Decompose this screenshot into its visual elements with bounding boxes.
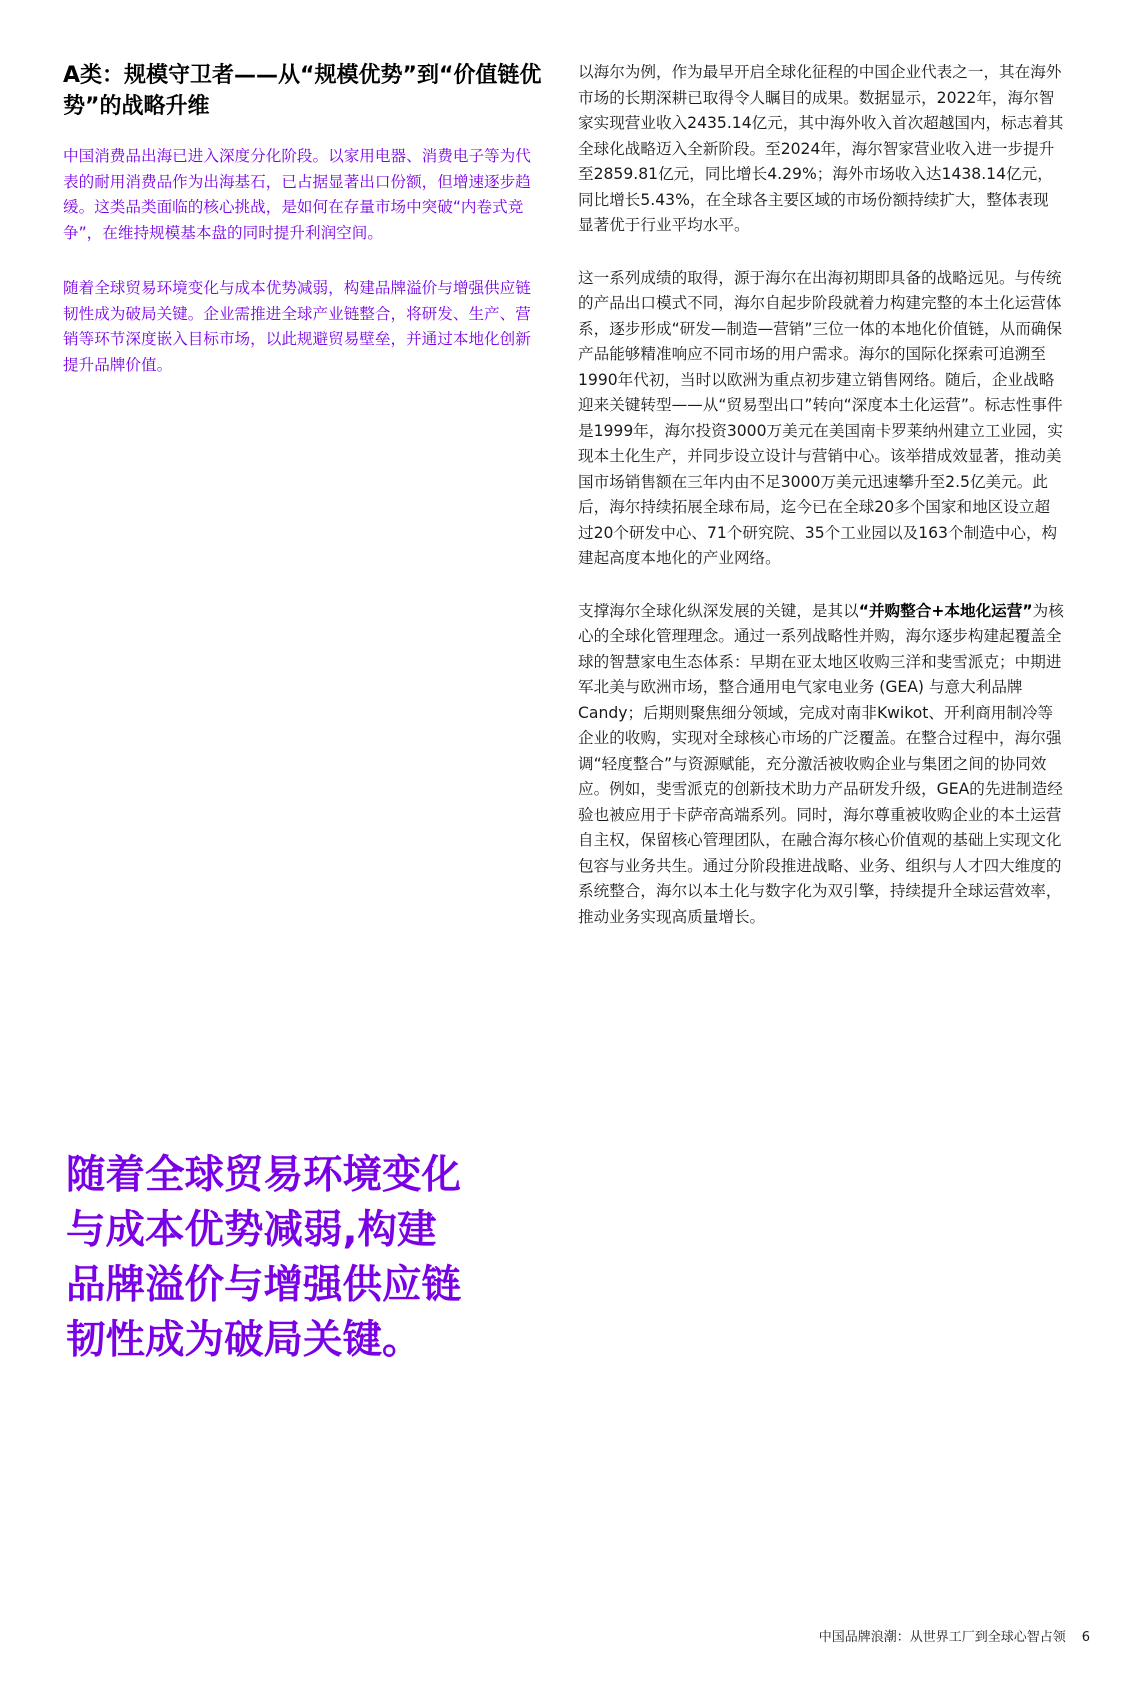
body-paragraph-haier-strategy [578, 599, 1064, 931]
page-footer [819, 1626, 1090, 1645]
body-paragraph-haier-results: 以海尔为例，作为最早开启全球化征程的中国企业代表之一，其在海外市场的长期深耕已取得令人瞩目的成果。数据显示，2022年，海尔智家实现营业收入2435.14亿元，其中海外收入首次超越国内，标志着其全球化战略迈入全新阶段。至2024年，海尔智家营业收入进一步提升至2859.81亿元，同比增长4.29%；海外市场收入达1438.14亿元，同比增长5.43%，在全球各主要区域的市场份额持续扩大，整体表现显著优于行业平均水平。 [578, 63, 1064, 234]
footer-title: 中国品牌浪潮：从世界工厂到全球心智占领 [818, 1630, 1066, 1645]
body-paragraph-haier-history: 这一系列成绩的取得，源于海尔在出海初期即具备的战略远见。与传统的产品出口模式不同，海尔自起步阶段就着力构建完整的本土化运营体系，逐步形成“研发—制造—营销”三位一体的本地化价值链，从而确保产品能够精准响应不同市场的用户需求。海尔的国际化探索可追溯至1990年代初，当时以欧洲为重点初步建立销售网络。随后，企业战略迎来关键转型——从“贸易型出口”转向“深度本土化运营”。标志性事件是1999年，海尔投资3000万美元在美国南卡罗莱纳州建立工业园，实现本土化生产，并同步设立设计与营销中心。该举措成效显著，推动美国市场销售额在三年内由不足3000万美元迅速攀升至2.5亿美元。此后，海尔持续拓展全球布局，迄今已在全球20多个国家和地区设立超过20个研发中心、71个研究院、35个工业园以及163个制造中心，构建起高度本地化的产业网络。 [578, 268, 1063, 567]
section-heading: A类：规模守卫者——从“规模优势”到“价值链优势”的战略升维 [63, 63, 542, 119]
emphasis-text: “并购整合+本地化运营” [858, 601, 1033, 620]
left-column [63, 60, 543, 408]
intro-paragraph: 中国消费品出海已进入深度分化阶段。以家用电器、消费电子等为代表的耐用消费品作为出海基石，已占据显著出口份额，但增速逐步趋缓。这类品类面临的核心挑战，是如何在存量市场中突破“内卷式竞争”，在维持规模基本盘的同时提升利润空间。 [63, 147, 531, 242]
pull-quote: 随着全球贸易环境变化与成本优势减弱,构建品牌溢价与增强供应链韧性成为破局关键。 [66, 1152, 461, 1363]
page-number: 6 [1081, 1630, 1090, 1645]
paragraph-rest-text: 为核心的全球化管理理念。通过一系列战略性并购，海尔逐步构建起覆盖全球的智慧家电生态体系：早期在亚太地区收购三洋和斐雪派克；中期进军北美与欧洲市场，整合通用电气家电业务 (GEA) 与意大利品牌Candy；后期则聚焦细分领域，完成对南非Kwikot、开利商用制冷等企业的收购，实现对全球核心市场的广泛覆盖。在整合过程中，海尔强调“轻度整合”与资源赋能，充分激活被收购企业与集团之间的协同效应。例如，斐雪派克的创新技术助力产品研发升级，GEA的先进制造经验也被应用于卡萨帝高端系列。同时，海尔尊重被收购企业的本土运营自主权，保留核心管理团队，在融合海尔核心价值观的基础上实现文化包容与业务共生。通过分阶段推进战略、业务、组织与人才四大维度的系统整合，海尔以本土化与数字化为双引擎，持续提升全球运营效率，推动业务实现高质量增长。 [578, 601, 1064, 926]
intro-paragraph: 随着全球贸易环境变化与成本优势减弱，构建品牌溢价与增强供应链韧性成为破局关键。企业需推进全球产业链整合，将研发、生产、营销等环节深度嵌入目标市场，以此规避贸易壁垒，并通过本地化创新提升品牌价值。 [63, 279, 531, 374]
paragraph-lead-text: 支撑海尔全球化纵深发展的关键，是其以 [578, 601, 859, 620]
right-column [578, 60, 1064, 957]
